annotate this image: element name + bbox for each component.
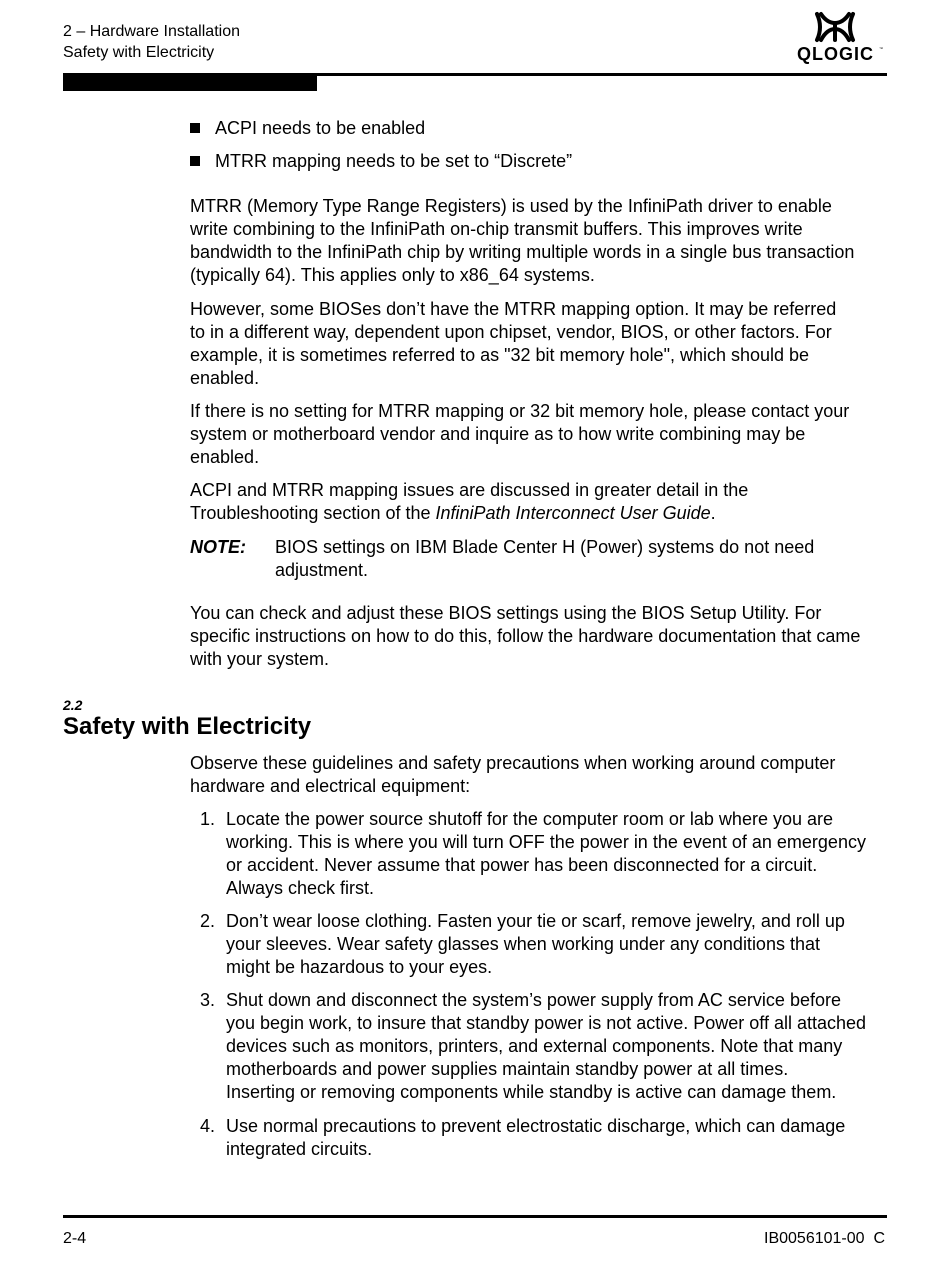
list-number: 2.	[200, 911, 216, 931]
paragraph-check-bios	[190, 602, 890, 671]
bullet-item	[190, 150, 572, 173]
text-line: Don’t wear loose clothing. Fasten your tie or scarf, remove jewelry, and roll up	[226, 911, 845, 931]
text-line: specific instructions on how to do this, follow the hardware documentation that came	[190, 626, 861, 646]
section-title: Safety with Electricity	[63, 713, 312, 740]
qlogic-logo	[795, 10, 885, 65]
text-line: Inserting or removing components while standby is active can damage them.	[226, 1082, 837, 1102]
text-line: However, some BIOSes don’t have the MTRR mapping option. It may be referred	[190, 299, 837, 319]
page-number: 2-4	[63, 1230, 87, 1247]
note-label: NOTE:	[190, 537, 246, 557]
text-line: bandwidth to the InfiniPath chip by writing multiple words in a single bus transaction	[190, 242, 855, 262]
text-line: motherboards and power supplies maintain standby power at all times.	[226, 1059, 789, 1079]
section-intro	[190, 752, 890, 798]
text-line: integrated circuits.	[226, 1139, 373, 1159]
text-line: to in a different way, dependent upon chipset, vendor, BIOS, or other factors. For	[190, 322, 832, 342]
text-line: or accident. Never assume that power has been disconnected for a circuit.	[226, 855, 818, 875]
text-line: adjustment.	[275, 560, 369, 580]
text-line: system or motherboard vendor and inquire as to how write combining may be	[190, 424, 806, 444]
list-item	[226, 1115, 845, 1161]
text-line: BIOS settings on IBM Blade Center H (Power) systems do not need	[275, 537, 815, 557]
bullet-square-icon	[190, 156, 200, 166]
text-line	[190, 502, 890, 525]
text-line: hardware and electrical equipment:	[190, 776, 471, 796]
footer-rule	[63, 1215, 887, 1218]
list-number: 4.	[200, 1116, 216, 1136]
list-number: 3.	[200, 990, 216, 1010]
text-line: you begin work, to insure that standby power is not active. Power off all attached	[226, 1013, 867, 1033]
bullet-item	[190, 117, 425, 140]
bullet-text: MTRR mapping needs to be set to “Discrete”	[215, 151, 573, 171]
text-line: Shut down and disconnect the system’s power supply from AC service before	[226, 990, 841, 1010]
list-item	[226, 910, 845, 979]
list-item	[226, 989, 866, 1104]
header-bar	[63, 75, 317, 91]
text-line: ACPI and MTRR mapping issues are discussed in greater detail in the	[190, 480, 749, 500]
text-line: might be hazardous to your eyes.	[226, 957, 493, 977]
section-number: 2.2	[63, 697, 83, 713]
paragraph-however	[190, 298, 890, 390]
text-line: your sleeves. Wear safety glasses when working under any conditions that	[226, 934, 820, 954]
text-line: example, it is sometimes referred to as "32 bit memory hole", which should be	[190, 345, 810, 365]
text-line: devices such as monitors, printers, and external components. Note that many	[226, 1036, 843, 1056]
text-line: You can check and adjust these BIOS settings using the BIOS Setup Utility. For	[190, 603, 822, 623]
text-line: MTRR (Memory Type Range Registers) is used by the InfiniPath driver to enable	[190, 196, 832, 216]
text: Troubleshooting section of the	[190, 503, 436, 523]
header-section: Safety with Electricity	[63, 44, 215, 61]
text-line: Observe these guidelines and safety precautions when working around computer	[190, 753, 836, 773]
text-line: working. This is where you will turn OFF the power in the event of an emergency	[226, 832, 866, 852]
text-line: enabled.	[190, 368, 260, 388]
paragraph-mtrr	[190, 195, 890, 287]
text-line: enabled.	[190, 447, 260, 467]
text-line: Use normal precautions to prevent electrostatic discharge, which can damage	[226, 1116, 846, 1136]
svg-text:™: ™	[879, 46, 883, 51]
text-line: Always check first.	[226, 878, 375, 898]
text-line: If there is no setting for MTRR mapping or 32 bit memory hole, please contact your	[190, 401, 850, 421]
paragraph-acpi	[190, 479, 890, 525]
text: .	[710, 503, 716, 523]
text-line: (typically 64). This applies only to x86_64 systems.	[190, 265, 595, 285]
guide-title: InfiniPath Interconnect User Guide	[435, 503, 711, 523]
list-number: 1.	[200, 809, 216, 829]
header-chapter: 2 – Hardware Installation	[63, 23, 240, 40]
text-line: with your system.	[190, 649, 330, 669]
bullet-text: ACPI needs to be enabled	[215, 118, 426, 138]
bullet-square-icon	[190, 123, 200, 133]
document-id: IB0056101-00 C	[764, 1230, 885, 1247]
paragraph-no-setting	[190, 400, 890, 469]
note-text	[275, 536, 814, 582]
text-line: Locate the power source shutoff for the computer room or lab where you are	[226, 809, 833, 829]
svg-text:QLOGIC: QLOGIC	[797, 44, 874, 64]
text-line: write combining to the InfiniPath on-chip transmit buffers. This improves write	[190, 219, 803, 239]
list-item	[226, 808, 866, 900]
